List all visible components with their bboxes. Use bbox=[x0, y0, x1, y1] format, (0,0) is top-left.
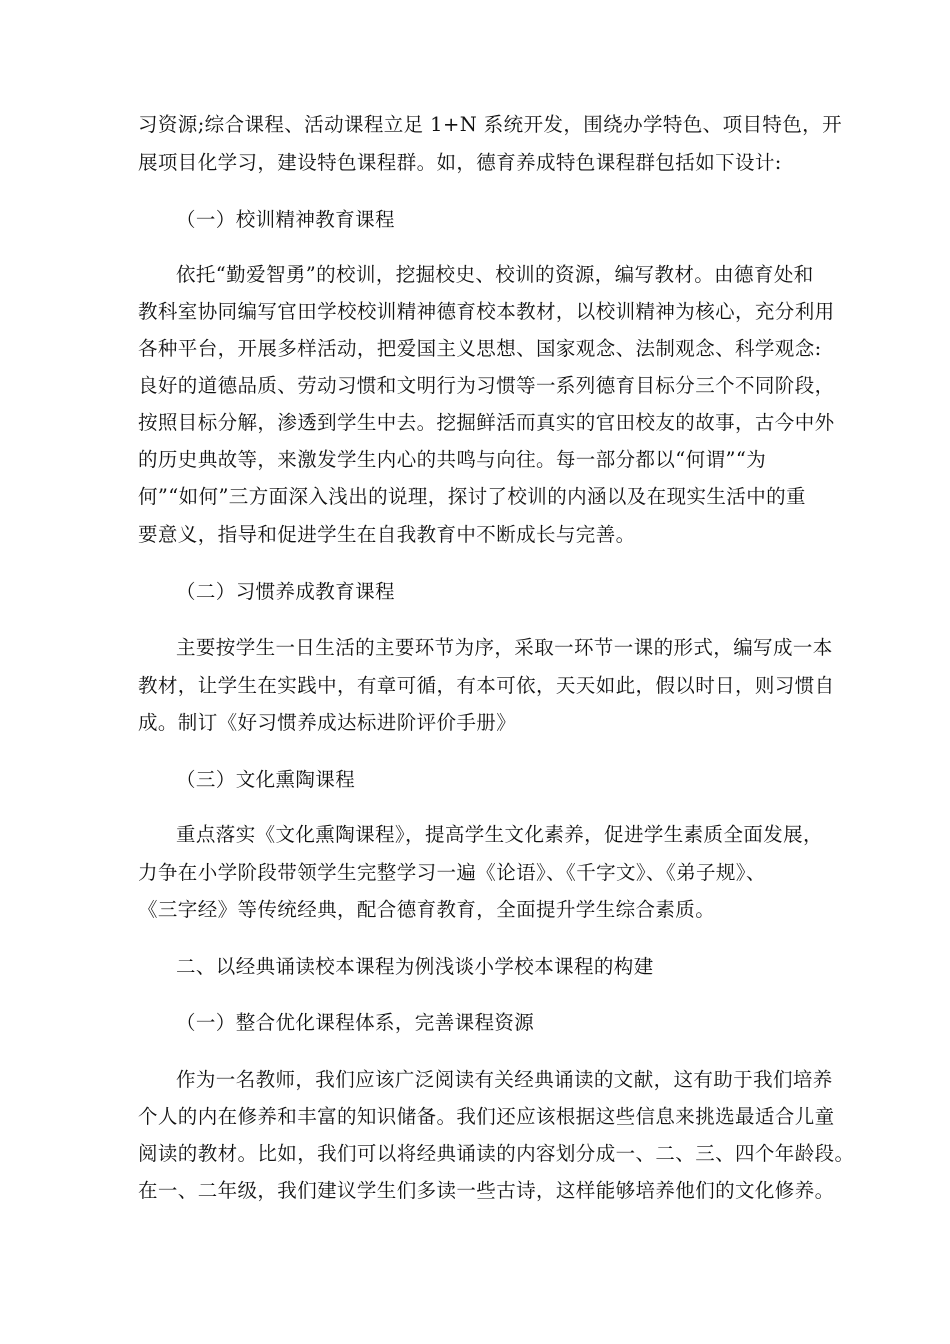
paragraph-line: 力争在小学阶段带领学生完整学习一遍《论语》、《千字文》、《弟子规》、 bbox=[138, 861, 766, 884]
paragraph-line: 展项目化学习，建设特色课程群。如，德育养成特色课程群包括如下设计: bbox=[138, 151, 782, 174]
paragraph-line: 良好的道德品质、劳动习惯和文明行为习惯等一系列德育目标分三个不同阶段， bbox=[138, 374, 835, 397]
paragraph-line: 的历史典故等，来激发学生内心的共鸣与向往。每一部分都以“何谓”“为 bbox=[138, 448, 767, 471]
paragraph-line: 习资源;综合课程、活动课程立足 1+N 系统开发，围绕办学特色、项目特色，开 bbox=[138, 113, 842, 136]
paragraph-line: 《三字经》等传统经典，配合德育教育，全面提升学生综合素质。 bbox=[138, 898, 716, 921]
paragraph-line: 何”“如何”三方面深入浅出的说理，探讨了校训的内涵以及在现实生活中的重 bbox=[138, 485, 806, 508]
paragraph-line: 主要按学生一日生活的主要环节为序，采取一环节一课的形式，编写成一本 bbox=[176, 636, 833, 659]
paragraph-line: 阅读的教材。比如，我们可以将经典诵读的内容划分成一、二、三、四个年龄段。 bbox=[138, 1142, 855, 1165]
section-heading: 二、以经典诵读校本课程为例浅谈小学校本课程的构建 bbox=[176, 955, 654, 978]
paragraph-line: 重点落实《文化熏陶课程》，提高学生文化素养，促进学生素质全面发展， bbox=[176, 823, 823, 846]
paragraph-line: 各种平台，开展多样活动，把爱国主义思想、国家观念、法制观念、科学观念: bbox=[138, 337, 822, 360]
paragraph-line: 成。制订《好习惯养成达标进阶评价手册》 bbox=[138, 711, 517, 734]
paragraph-line: 作为一名教师，我们应该广泛阅读有关经典诵读的文献，这有助于我们培养 bbox=[176, 1068, 833, 1091]
paragraph-line: 教科室协同编写官田学校校训精神德育校本教材，以校训精神为核心，充分利用 bbox=[138, 300, 835, 323]
paragraph-line: 教材，让学生在实践中，有章可循，有本可依，天天如此，假以时日，则习惯自 bbox=[138, 674, 835, 697]
paragraph-line: 要意义，指导和促进学生在自我教育中不断成长与完善。 bbox=[138, 523, 636, 546]
paragraph-line: 个人的内在修养和丰富的知识储备。我们还应该根据这些信息来挑选最适合儿童 bbox=[138, 1105, 835, 1128]
section-heading: （一）整合优化课程体系，完善课程资源 bbox=[176, 1011, 535, 1034]
section-heading: （一）校训精神教育课程 bbox=[176, 208, 395, 231]
section-heading: （二）习惯养成教育课程 bbox=[176, 580, 395, 603]
paragraph-line: 在一、二年级，我们建议学生们多读一些古诗，这样能够培养他们的文化修养。 bbox=[138, 1179, 835, 1202]
section-heading: （三）文化熏陶课程 bbox=[176, 768, 356, 791]
paragraph-line: 按照目标分解，渗透到学生中去。挖掘鲜活而真实的官田校友的故事，古今中外 bbox=[138, 411, 835, 434]
paragraph-line: 依托“勤爱智勇”的校训，挖掘校史、校训的资源，编写教材。由德育处和 bbox=[176, 263, 814, 286]
